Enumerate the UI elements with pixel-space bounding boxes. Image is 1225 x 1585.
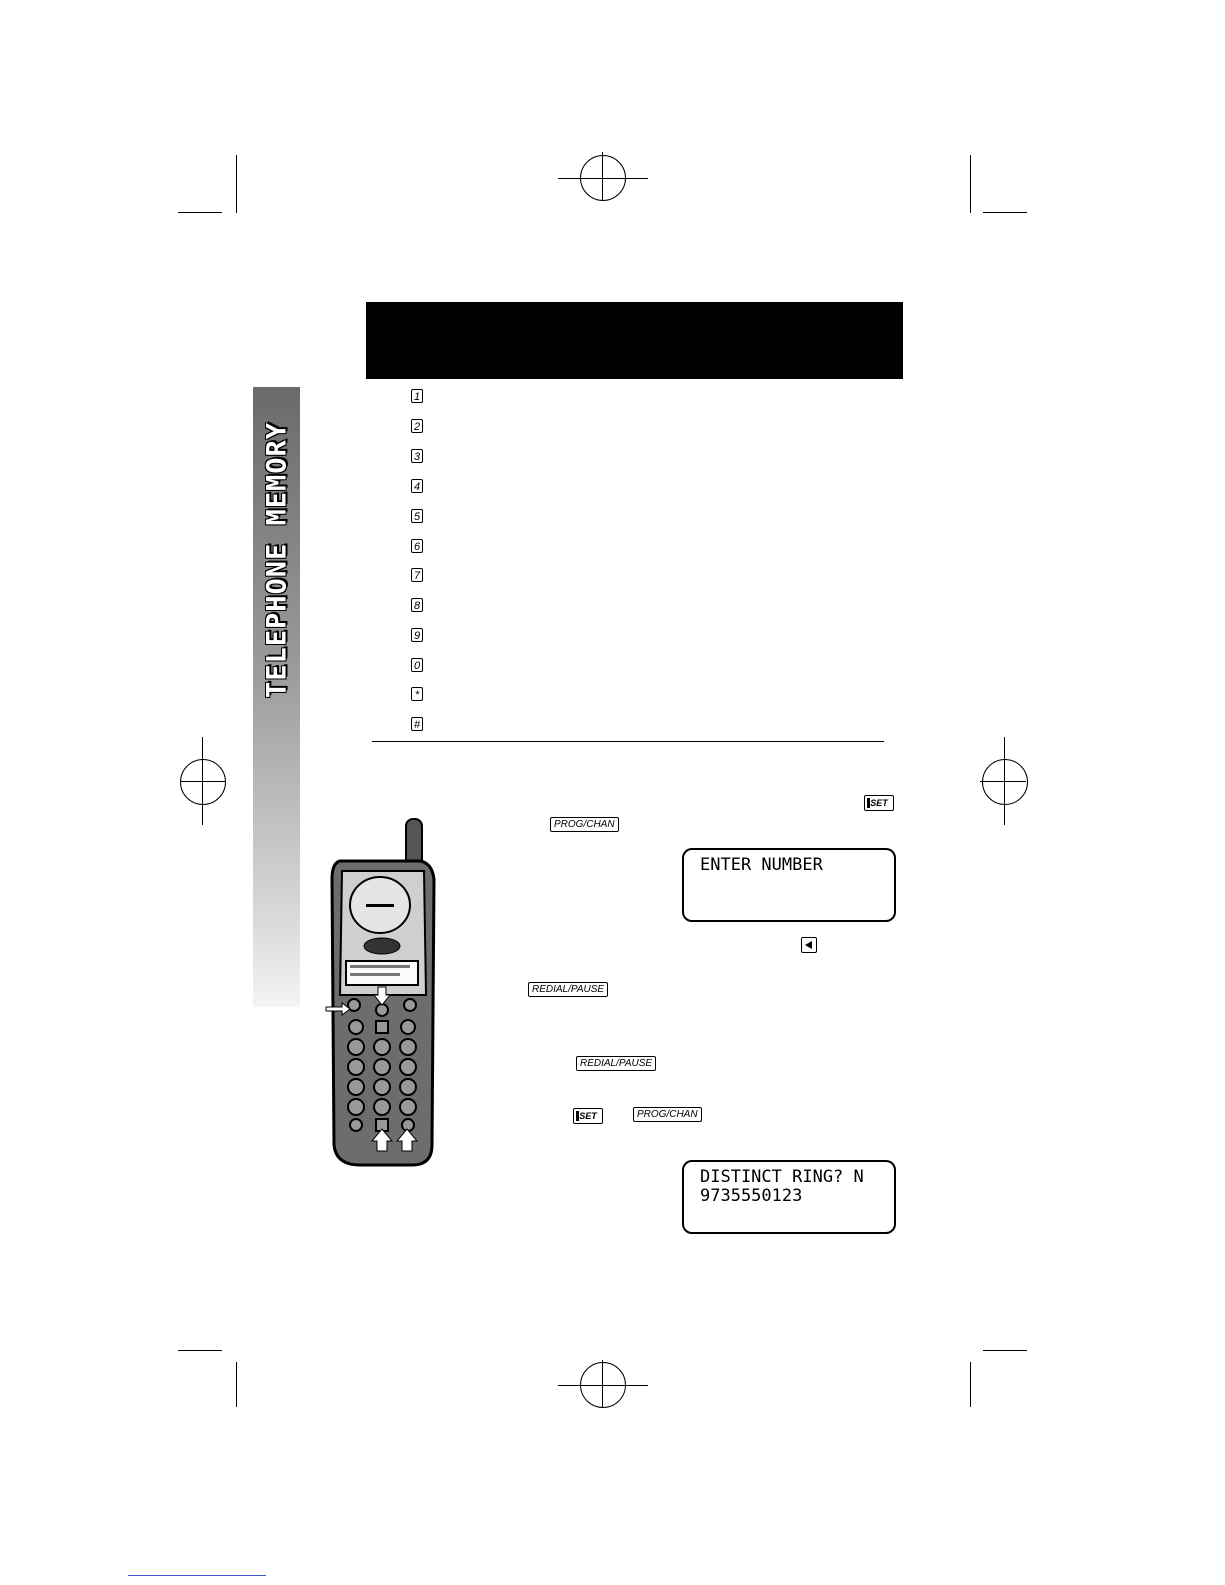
key-icon: 5: [411, 509, 423, 523]
key-item: [411, 449, 425, 463]
key-icon: 4: [411, 479, 423, 493]
redial-pause-key-label: REDIAL/PAUSE: [576, 1056, 656, 1071]
divider: [372, 741, 884, 742]
key-item: [411, 568, 425, 582]
prog-chan-key-label: PROG/CHAN: [550, 817, 619, 832]
key-item: [411, 479, 425, 493]
key-icon: 3: [411, 449, 423, 463]
key-item: [411, 389, 425, 403]
registration-circle: [982, 759, 1028, 805]
lcd-line: ENTER NUMBER: [700, 855, 823, 875]
cordless-phone-illustration: [320, 815, 440, 1171]
crop-mark: [178, 212, 222, 213]
lcd-display: [682, 1160, 896, 1234]
key-item: [411, 509, 425, 523]
key-item: [411, 539, 425, 553]
registration-circle: [180, 759, 226, 805]
key-item: [411, 658, 425, 672]
redial-pause-key-label: REDIAL/PAUSE: [528, 982, 608, 997]
crop-mark: [983, 212, 1027, 213]
key-item: [411, 687, 425, 701]
key-icon: 8: [411, 598, 423, 612]
lcd-display: [682, 848, 896, 922]
key-item: [411, 628, 425, 642]
registration-circle: [580, 155, 626, 201]
key-item: [411, 598, 425, 612]
key-item: [411, 419, 425, 433]
crop-mark: [178, 1350, 222, 1351]
prog-chan-key-label: PROG/CHAN: [633, 1107, 702, 1122]
crop-mark: [970, 1362, 971, 1407]
key-icon: 0: [411, 658, 423, 672]
key-icon: 1: [411, 389, 423, 403]
crop-mark: [236, 1362, 237, 1407]
key-icon: #: [411, 717, 423, 731]
left-arrow-key-icon: [801, 937, 817, 953]
lcd-line: 9735550123: [700, 1186, 803, 1206]
lcd-line: DISTINCT RING? N: [700, 1167, 864, 1187]
key-icon: *: [411, 687, 423, 701]
side-tab-title: TELEPHONE MEMORY: [261, 421, 293, 699]
set-key-icon: SET: [864, 795, 894, 811]
key-icon: 9: [411, 628, 423, 642]
key-icon: 7: [411, 568, 423, 582]
crop-mark: [970, 155, 971, 213]
key-item: [411, 717, 425, 731]
key-icon: 2: [411, 419, 423, 433]
set-key-icon: SET: [573, 1108, 603, 1124]
crop-mark: [236, 155, 237, 213]
registration-circle: [580, 1362, 626, 1408]
crop-mark: [983, 1350, 1027, 1351]
link-underline: [128, 1575, 266, 1576]
section-header-bar: [366, 302, 903, 379]
key-icon: 6: [411, 539, 423, 553]
